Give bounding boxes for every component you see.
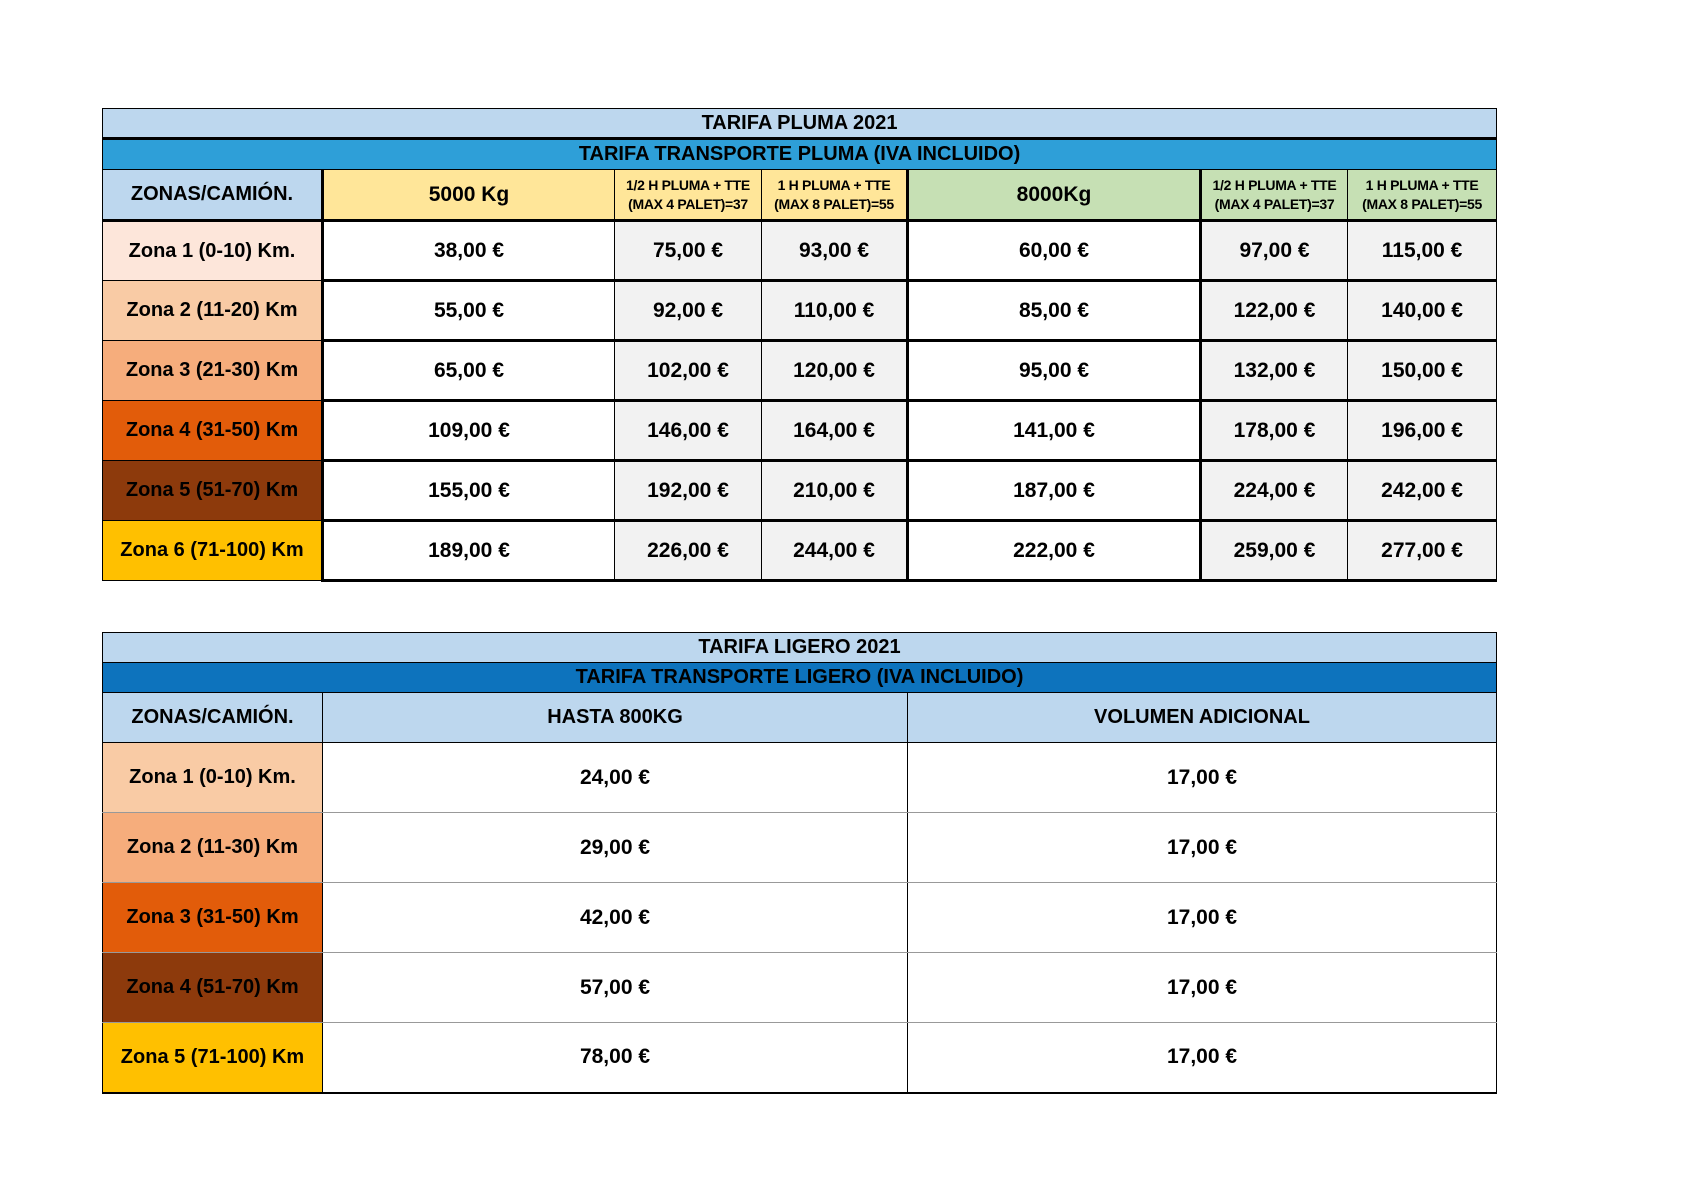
pluma-zone-label: Zona 4 (31-50) Km <box>103 401 323 461</box>
pluma-price-8000kg: 85,00 € <box>908 281 1201 341</box>
pluma-price-8000kg-one-hour: 150,00 € <box>1348 341 1497 401</box>
ligero-price-volumen-adicional: 17,00 € <box>908 743 1497 813</box>
pluma-price-8000kg-half-hour: 97,00 € <box>1201 221 1348 281</box>
ligero-price-volumen-adicional: 17,00 € <box>908 883 1497 953</box>
ligero-row <box>103 953 1497 1023</box>
ligero-price-volumen-adicional: 17,00 € <box>908 813 1497 883</box>
ligero-price-hasta-800kg: 29,00 € <box>323 813 908 883</box>
pluma-price-8000kg-half-hour: 178,00 € <box>1201 401 1348 461</box>
pluma-row <box>103 221 1497 281</box>
pluma-zone-label: Zona 1 (0-10) Km. <box>103 221 323 281</box>
pluma-price-8000kg-one-hour: 242,00 € <box>1348 461 1497 521</box>
pluma-price-5000kg-half-hour: 102,00 € <box>615 341 762 401</box>
pluma-price-8000kg-half-hour: 259,00 € <box>1201 521 1348 581</box>
pluma-header-5000-full-line1: 1 H PLUMA + TTE <box>777 176 891 193</box>
pluma-price-5000kg: 189,00 € <box>323 521 615 581</box>
pluma-price-5000kg-one-hour: 120,00 € <box>762 341 908 401</box>
ligero-price-hasta-800kg: 57,00 € <box>323 953 908 1023</box>
pluma-header-8000-half-line1: 1/2 H PLUMA + TTE <box>1212 176 1337 193</box>
tarifa-pluma-table <box>102 108 1497 582</box>
ligero-price-volumen-adicional: 17,00 € <box>908 953 1497 1023</box>
pluma-price-5000kg-one-hour: 110,00 € <box>762 281 908 341</box>
pluma-price-8000kg-one-hour: 277,00 € <box>1348 521 1497 581</box>
pluma-header-8000-full <box>1348 170 1497 221</box>
pluma-price-5000kg: 109,00 € <box>323 401 615 461</box>
pluma-header-5000-full <box>762 170 908 221</box>
pluma-header-8000-half-line2: (MAX 4 PALET)=37 <box>1214 195 1335 212</box>
ligero-zone-label: Zona 2 (11-30) Km <box>103 813 323 883</box>
pluma-header-5000-half <box>615 170 762 221</box>
pluma-price-5000kg-one-hour: 244,00 € <box>762 521 908 581</box>
ligero-rows <box>103 743 1497 1093</box>
pluma-price-5000kg: 38,00 € <box>323 221 615 281</box>
pluma-row <box>103 281 1497 341</box>
pluma-header-5000-half-line1: 1/2 H PLUMA + TTE <box>626 176 750 193</box>
pluma-title: TARIFA PLUMA 2021 <box>103 109 1497 139</box>
pluma-price-5000kg-half-hour: 226,00 € <box>615 521 762 581</box>
ligero-row <box>103 1023 1497 1093</box>
pluma-price-8000kg: 95,00 € <box>908 341 1201 401</box>
pluma-price-8000kg: 60,00 € <box>908 221 1201 281</box>
pluma-header-8000-full-line1: 1 H PLUMA + TTE <box>1365 176 1479 193</box>
ligero-zone-label: Zona 4 (51-70) Km <box>103 953 323 1023</box>
pluma-price-8000kg-half-hour: 224,00 € <box>1201 461 1348 521</box>
pluma-header-5000: 5000 Kg <box>323 170 615 221</box>
pluma-row <box>103 461 1497 521</box>
pluma-price-5000kg-one-hour: 210,00 € <box>762 461 908 521</box>
pluma-zone-label: Zona 3 (21-30) Km <box>103 341 323 401</box>
ligero-price-hasta-800kg: 78,00 € <box>323 1023 908 1093</box>
tarifa-ligero-table <box>102 632 1497 1094</box>
pluma-price-8000kg-one-hour: 196,00 € <box>1348 401 1497 461</box>
ligero-title: TARIFA LIGERO 2021 <box>103 633 1497 663</box>
pluma-price-8000kg: 141,00 € <box>908 401 1201 461</box>
pluma-header-8000-full-line2: (MAX 8 PALET)=55 <box>1362 195 1482 212</box>
pluma-price-5000kg-one-hour: 164,00 € <box>762 401 908 461</box>
pluma-header-5000-half-line2: (MAX 4 PALET)=37 <box>628 195 748 212</box>
pluma-price-5000kg-half-hour: 146,00 € <box>615 401 762 461</box>
pluma-zone-label: Zona 5 (51-70) Km <box>103 461 323 521</box>
pluma-price-5000kg: 65,00 € <box>323 341 615 401</box>
ligero-row <box>103 813 1497 883</box>
pluma-price-8000kg-half-hour: 132,00 € <box>1201 341 1348 401</box>
pluma-price-5000kg-half-hour: 192,00 € <box>615 461 762 521</box>
pluma-price-5000kg: 155,00 € <box>323 461 615 521</box>
pluma-price-8000kg-half-hour: 122,00 € <box>1201 281 1348 341</box>
pluma-row <box>103 521 1497 581</box>
ligero-header-zone: ZONAS/CAMIÓN. <box>103 693 323 743</box>
pluma-rows <box>103 221 1497 581</box>
ligero-zone-label: Zona 3 (31-50) Km <box>103 883 323 953</box>
pluma-header-8000-half <box>1201 170 1348 221</box>
pluma-price-5000kg-half-hour: 75,00 € <box>615 221 762 281</box>
pluma-price-5000kg: 55,00 € <box>323 281 615 341</box>
ligero-header-hasta: HASTA 800KG <box>323 693 908 743</box>
pluma-zone-label: Zona 6 (71-100) Km <box>103 521 323 581</box>
ligero-zone-label: Zona 1 (0-10) Km. <box>103 743 323 813</box>
ligero-zone-label: Zona 5 (71-100) Km <box>103 1023 323 1093</box>
pluma-row <box>103 401 1497 461</box>
ligero-row <box>103 743 1497 813</box>
pluma-price-5000kg-half-hour: 92,00 € <box>615 281 762 341</box>
pluma-subtitle: TARIFA TRANSPORTE PLUMA (IVA INCLUIDO) <box>103 139 1497 170</box>
ligero-price-volumen-adicional: 17,00 € <box>908 1023 1497 1093</box>
pluma-row <box>103 341 1497 401</box>
pluma-price-5000kg-one-hour: 93,00 € <box>762 221 908 281</box>
pluma-price-8000kg: 187,00 € <box>908 461 1201 521</box>
pluma-header-8000: 8000Kg <box>908 170 1201 221</box>
ligero-price-hasta-800kg: 42,00 € <box>323 883 908 953</box>
pluma-price-8000kg-one-hour: 140,00 € <box>1348 281 1497 341</box>
pluma-header-zone: ZONAS/CAMIÓN. <box>103 170 323 221</box>
pluma-header-5000-full-line2: (MAX 8 PALET)=55 <box>774 195 894 212</box>
pluma-price-8000kg-one-hour: 115,00 € <box>1348 221 1497 281</box>
pluma-zone-label: Zona 2 (11-20) Km <box>103 281 323 341</box>
ligero-subtitle: TARIFA TRANSPORTE LIGERO (IVA INCLUIDO) <box>103 663 1497 693</box>
ligero-row <box>103 883 1497 953</box>
pluma-price-8000kg: 222,00 € <box>908 521 1201 581</box>
ligero-header-volumen: VOLUMEN ADICIONAL <box>908 693 1497 743</box>
ligero-price-hasta-800kg: 24,00 € <box>323 743 908 813</box>
